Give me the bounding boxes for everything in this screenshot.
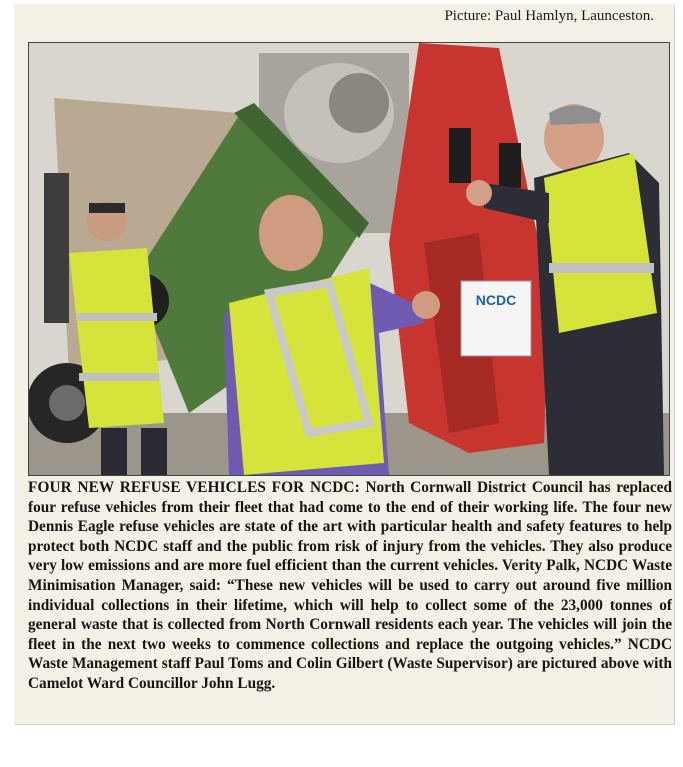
truck-ladder [44,173,69,323]
news-photo [28,42,670,476]
newspaper-clipping [14,4,674,724]
worker-centre-vest [229,268,384,475]
ncdc-logo: NCDC [475,292,517,308]
photo-illustration [29,43,669,475]
worker-centre-hand [412,291,440,319]
worker-centre-head [259,195,323,271]
control-panel [449,128,471,183]
article-headline: FOUR NEW REFUSE VEHICLES FOR NCDC: [28,479,366,496]
photo-credit: Picture: Paul Hamlyn, Launceston. [444,8,654,24]
article-body: North Cornwall District Council has replaced four refuse vehicles from their fleet that had come to the end of their working life. The four new Dennis Eagle refuse vehicles are state of the art with particular health and safety features to help protect both NCDC staff and the public from risk of injury from the vehicles. They also produce very low emissions and are more fuel efficient than the current vehicles. Verity Palk, NCDC Waste Minimisation Manager, said: “These new vehicles will be used to carry out around five million individual collections in their lifetime, which will help to collect some of the 23,000 tonnes of general waste that is collected from North Cornwall residents each year. The vehicles will join the fleet in the next two weeks to commence collections and replace the outgoing vehicles.” NCDC Waste Management staff Paul Toms and Colin Gilbert (Waste Supervisor) are pictured above with Camelot Ward Councillor John Lugg. [28,479,672,692]
article-caption [28,478,672,694]
